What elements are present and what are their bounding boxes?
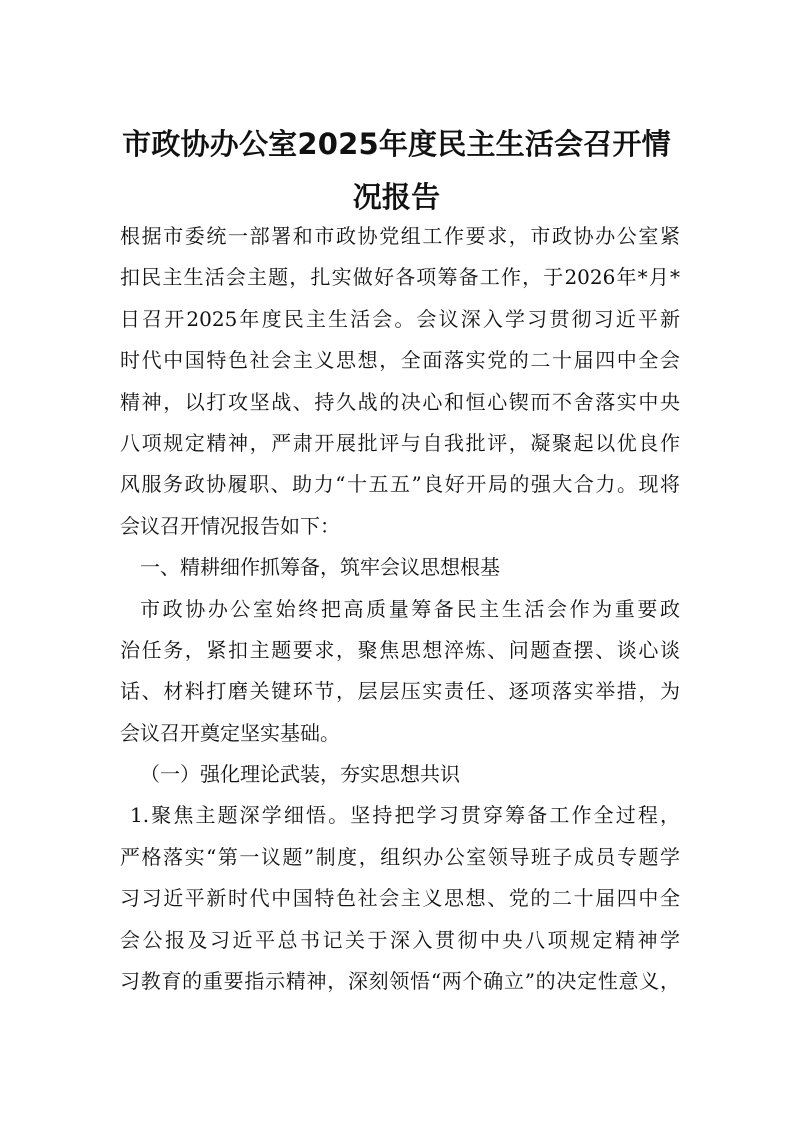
- section-heading-1: 一、精耕细作抓筹备，筑牢会议思想根基: [140, 555, 500, 580]
- body-line: 风服务政协履职、助力“十五五”良好开局的强大合力。现将: [120, 472, 680, 497]
- body-line: 话、材料打磨关键环节，层层压实责任、逐项落实举措，为: [120, 679, 680, 704]
- body-line: 根据市委统一部署和市政协党组工作要求，市政协办公室紧: [120, 224, 680, 248]
- body-line: 习教育的重要指示精神，深刻领悟“两个确立”的决定性意义，: [120, 969, 680, 994]
- body-line: 扣民主生活会主题，扎实做好各项筹备工作，于2026年*月*: [120, 265, 680, 290]
- body-line: 严格落实“第一议题”制度，组织办公室领导班子成员专题学: [120, 844, 680, 869]
- document-title: [100, 118, 693, 224]
- body-line: 日召开2025年度民主生活会。会议深入学习贯彻习近平新: [120, 306, 680, 331]
- body-line: 市政协办公室始终把高质量筹备民主生活会作为重要政: [140, 596, 680, 621]
- body-line: 会议召开情况报告如下：: [120, 513, 340, 538]
- body-line: 1.聚焦主题深学细悟。坚持把学习贯穿筹备工作全过程，: [130, 803, 680, 828]
- body-line: 八项规定精神，严肃开展批评与自我批评，凝聚起以优良作: [120, 430, 680, 455]
- body-line: 时代中国特色社会主义思想，全面落实党的二十届四中全会: [120, 348, 680, 373]
- body-line: 会公报及习近平总书记关于深入贯彻中央八项规定精神学: [120, 927, 680, 952]
- document-body: [120, 216, 680, 1002]
- title-line-2: 况报告: [352, 180, 441, 214]
- body-line: 会议召开奠定坚实基础。: [120, 720, 340, 745]
- body-line: 治任务，紧扣主题要求，聚焦思想淬炼、问题查摆、谈心谈: [120, 637, 680, 662]
- subsection-heading-1: （一）强化理论武装，夯实思想共识: [140, 762, 460, 787]
- title-line-1: 市政协办公室2025年度民主生活会召开情: [122, 127, 671, 161]
- body-line: 精神，以打攻坚战、持久战的决心和恒心锲而不舍落实中央: [120, 389, 680, 414]
- body-line: 习习近平新时代中国特色社会主义思想、党的二十届四中全: [120, 886, 680, 911]
